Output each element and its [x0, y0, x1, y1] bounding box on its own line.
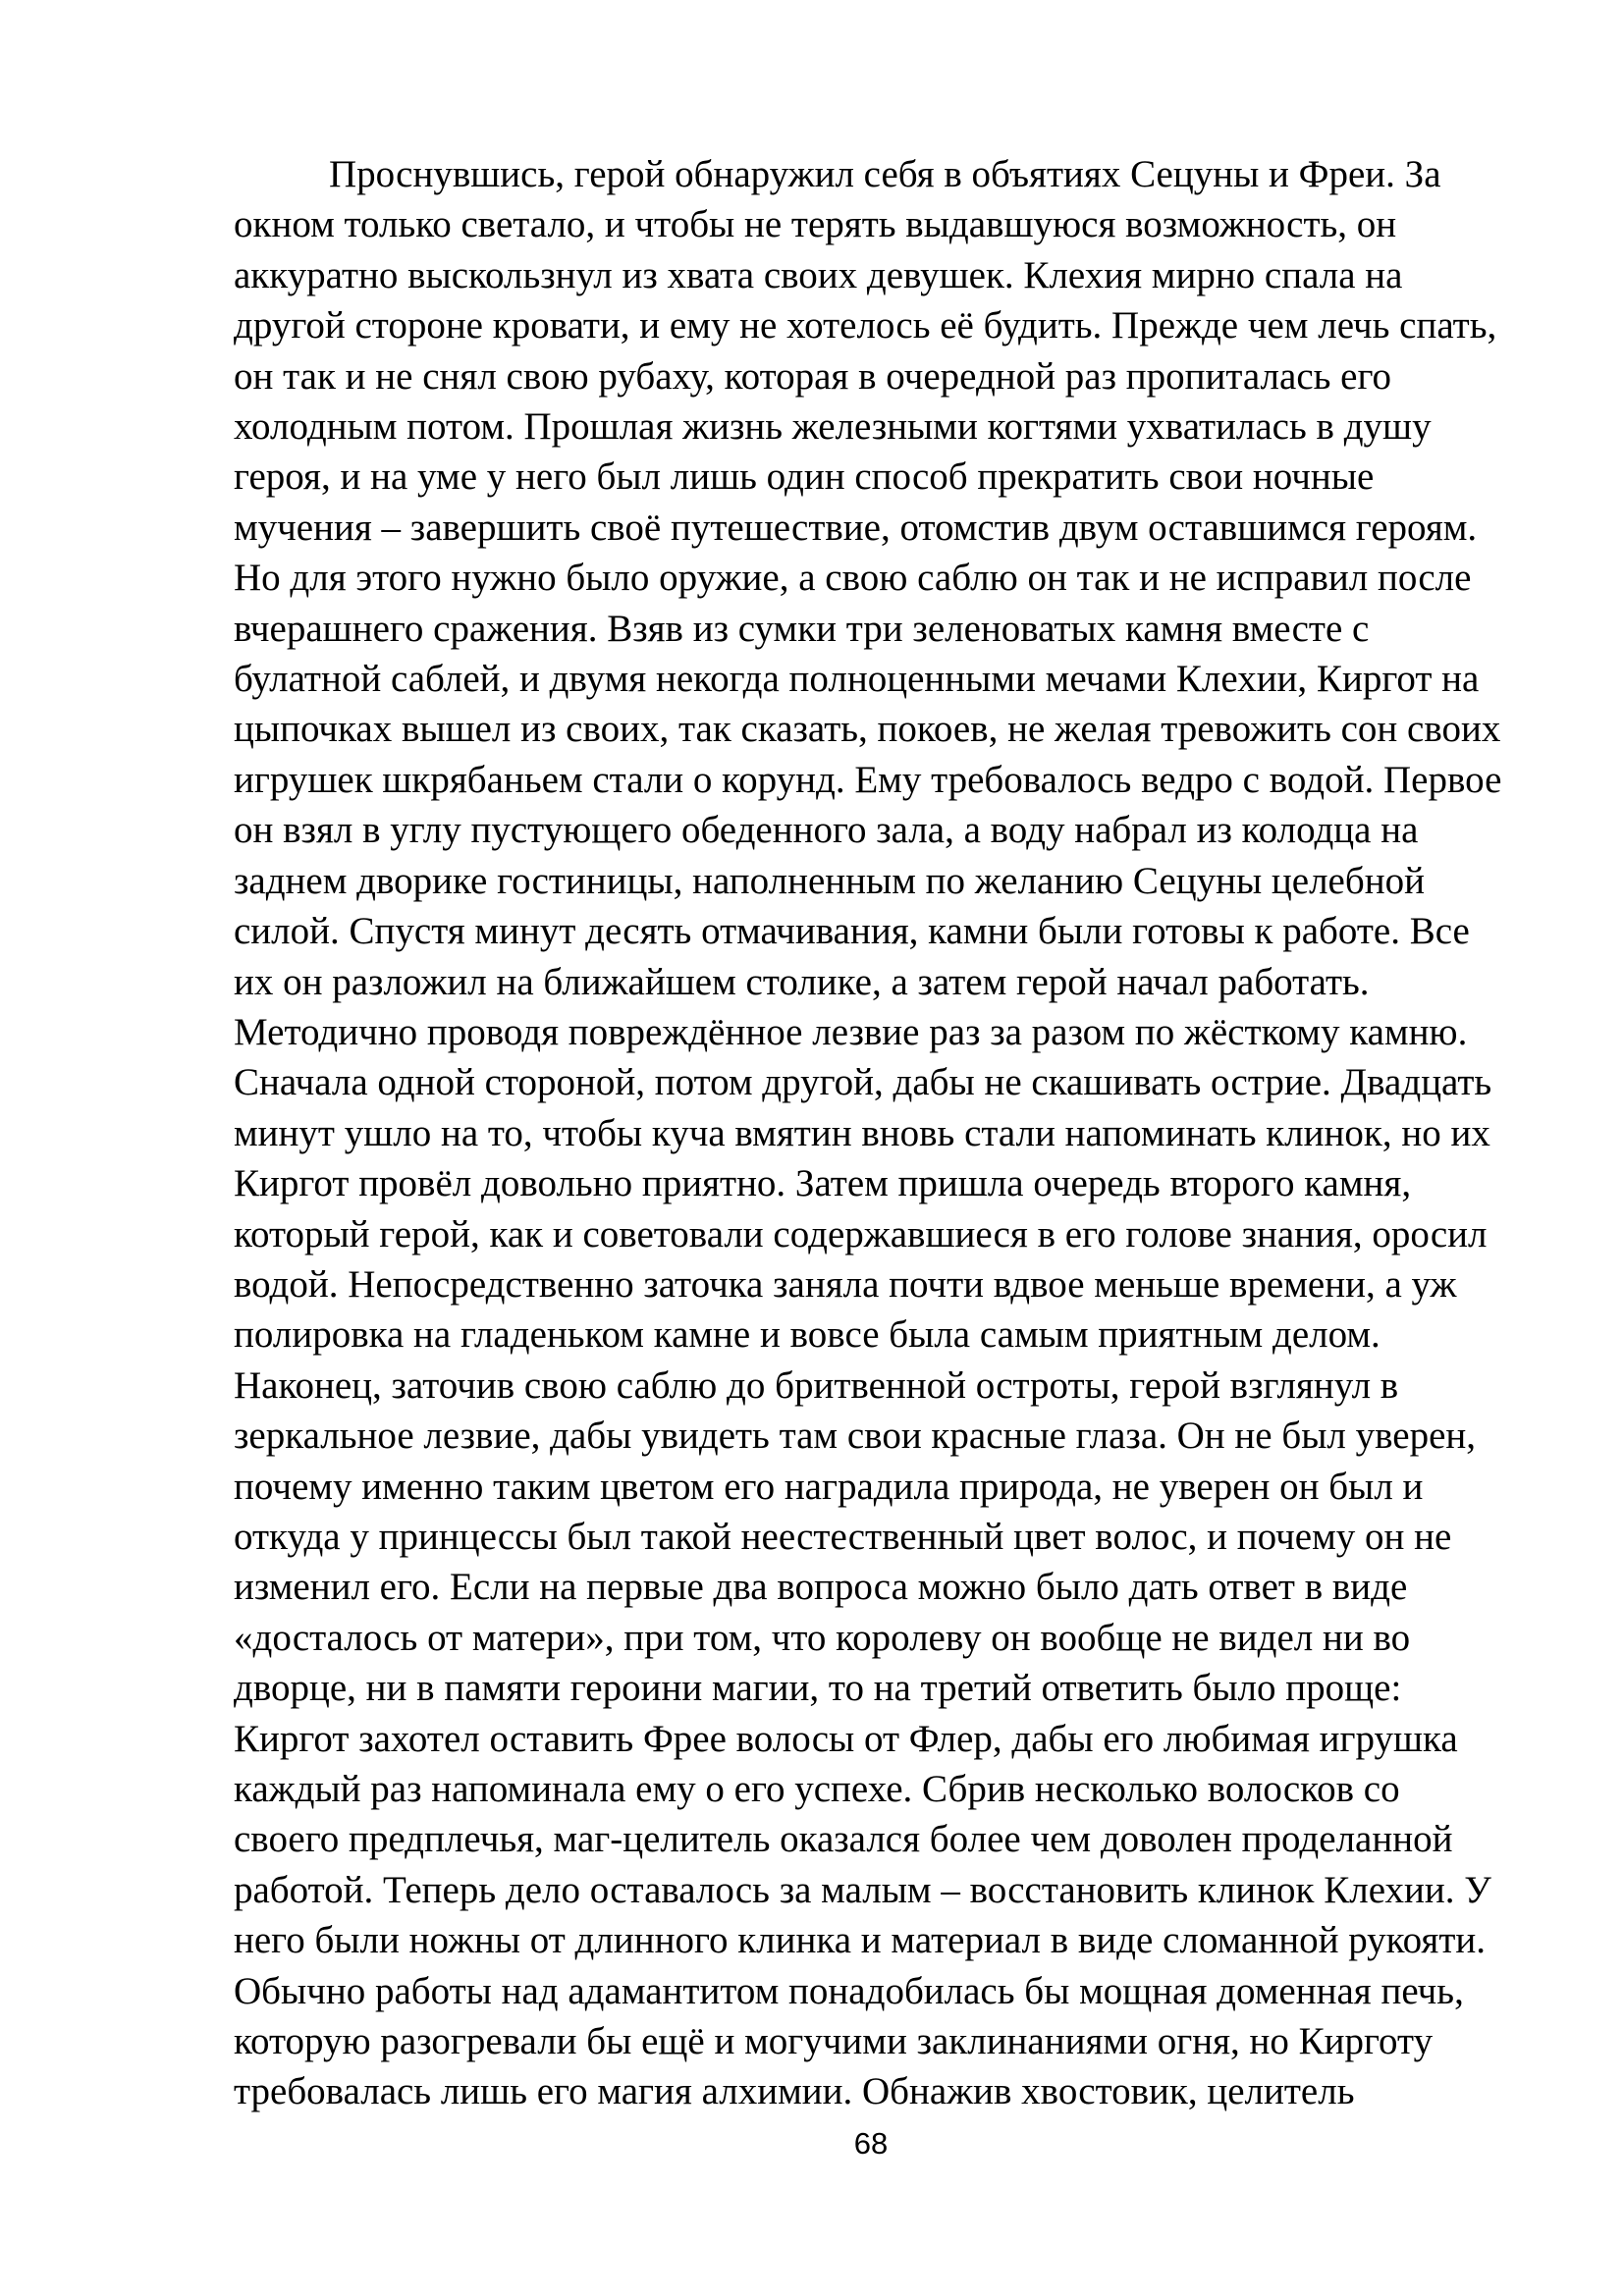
text-line: заднем дворике гостиницы, наполненным по желанию Сецуны целебной: [234, 859, 1425, 902]
text-line: зеркальное лезвие, дабы увидеть там свои красные глаза. Он не был уверен,: [234, 1415, 1477, 1458]
text-line: он так и не снял свою рубаху, которая в очередной раз пропиталась его: [234, 354, 1392, 398]
text-line: полировка на гладеньком камне и вовсе была самым приятным делом.: [234, 1313, 1380, 1357]
text-line: героя, и на уме у него был лишь один способ прекратить свои ночные: [234, 455, 1375, 499]
text-line: работой. Теперь дело оставалось за малым – восстановить клинок Клехии. У: [234, 1868, 1491, 1911]
text-line: цыпочках вышел из своих, так сказать, покоев, не желая тревожить сон своих: [234, 708, 1501, 751]
text-line: него были ножны от длинного клинка и материал в виде сломанной рукояти.: [234, 1919, 1487, 1962]
text-line: мучения – завершить своё путешествие, отомстив двум оставшимся героям.: [234, 506, 1478, 549]
page-number: 68: [853, 2126, 889, 2161]
text-line: «досталось от матери», при том, что королеву он вообще не видел ни во: [234, 1616, 1411, 1659]
text-line: водой. Непосредственно заточка заняла почти вдвое меньше времени, а уж: [234, 1262, 1457, 1306]
text-line: Киргот захотел оставить Фрее волосы от Флер, дабы его любимая игрушка: [234, 1717, 1458, 1760]
text-line: игрушек шкрябаньем стали о корунд. Ему требовалось ведро с водой. Первое: [234, 758, 1502, 801]
text-line: Проснувшись, герой обнаружил себя в объятиях Сецуны и Фреи. За: [329, 153, 1441, 195]
text-line: Но для этого нужно было оружие, а свою саблю он так и не исправил после: [234, 557, 1472, 600]
text-line: окном только светало, и чтобы не терять выдавшуюся возможность, он: [234, 203, 1397, 246]
text-line: их он разложил на ближайшем столике, а затем герой начал работать.: [234, 960, 1370, 1003]
text-line: аккуратно выскользнул из хвата своих девушек. Клехия мирно спала на: [234, 253, 1403, 296]
text-line: булатной саблей, и двумя некогда полноценными мечами Клехии, Киргот на: [234, 658, 1480, 701]
text-line: каждый раз напоминала ему о его успехе. Сбрив несколько волосков со: [234, 1768, 1400, 1810]
text-line: требовалась лишь его магия алхимии. Обнажив хвостовик, целитель: [234, 2070, 1355, 2113]
text-line: дворце, ни в памяти героини магии, то на третий ответить было проще:: [234, 1667, 1402, 1710]
text-line: своего предплечья, маг-целитель оказался более чем доволен проделанной: [234, 1818, 1453, 1861]
text-line: откуда у принцессы был такой неестественный цвет волос, и почему он не: [234, 1515, 1452, 1558]
text-line: он взял в углу пустующего обеденного зала, а воду набрал из колодца на: [234, 809, 1419, 852]
text-line: силой. Спустя минут десять отмачивания, камни были готовы к работе. Все: [234, 910, 1470, 953]
text-line: Наконец, заточив свою саблю до бритвенной остроты, герой взглянул в: [234, 1363, 1399, 1407]
text-line: Методично проводя повреждённое лезвие раз за разом по жёсткому камню.: [234, 1010, 1468, 1053]
text-line: холодным потом. Прошлая жизнь железными когтями ухватилась в душу: [234, 405, 1432, 449]
text-line: почему именно таким цветом его наградила природа, не уверен он был и: [234, 1465, 1424, 1508]
text-line: минут ушло на то, чтобы куча вмятин вновь стали напоминать клинок, но их: [234, 1111, 1490, 1154]
text-line: другой стороне кровати, и ему не хотелось её будить. Прежде чем лечь спать,: [234, 304, 1497, 347]
text-line: Обычно работы над адамантитом понадобилась бы мощная доменная печь,: [234, 1969, 1464, 2012]
page-footer: [234, 2126, 1508, 2162]
text-line: Сначала одной стороной, потом другой, дабы не скашивать острие. Двадцать: [234, 1061, 1492, 1104]
text-line: Киргот провёл довольно приятно. Затем пришла очередь второго камня,: [234, 1162, 1412, 1205]
body-text-paragraph: [234, 149, 1520, 2117]
text-line: которую разогревали бы ещё и могучими заклинаниями огня, но Кирготу: [234, 2020, 1434, 2063]
text-line: который герой, как и советовали содержавшиеся в его голове знания, оросил: [234, 1212, 1488, 1255]
text-line: вчерашнего сражения. Взяв из сумки три зеленоватых камня вместе с: [234, 607, 1370, 650]
text-line: изменил его. Если на первые два вопроса можно было дать ответ в виде: [234, 1566, 1408, 1609]
